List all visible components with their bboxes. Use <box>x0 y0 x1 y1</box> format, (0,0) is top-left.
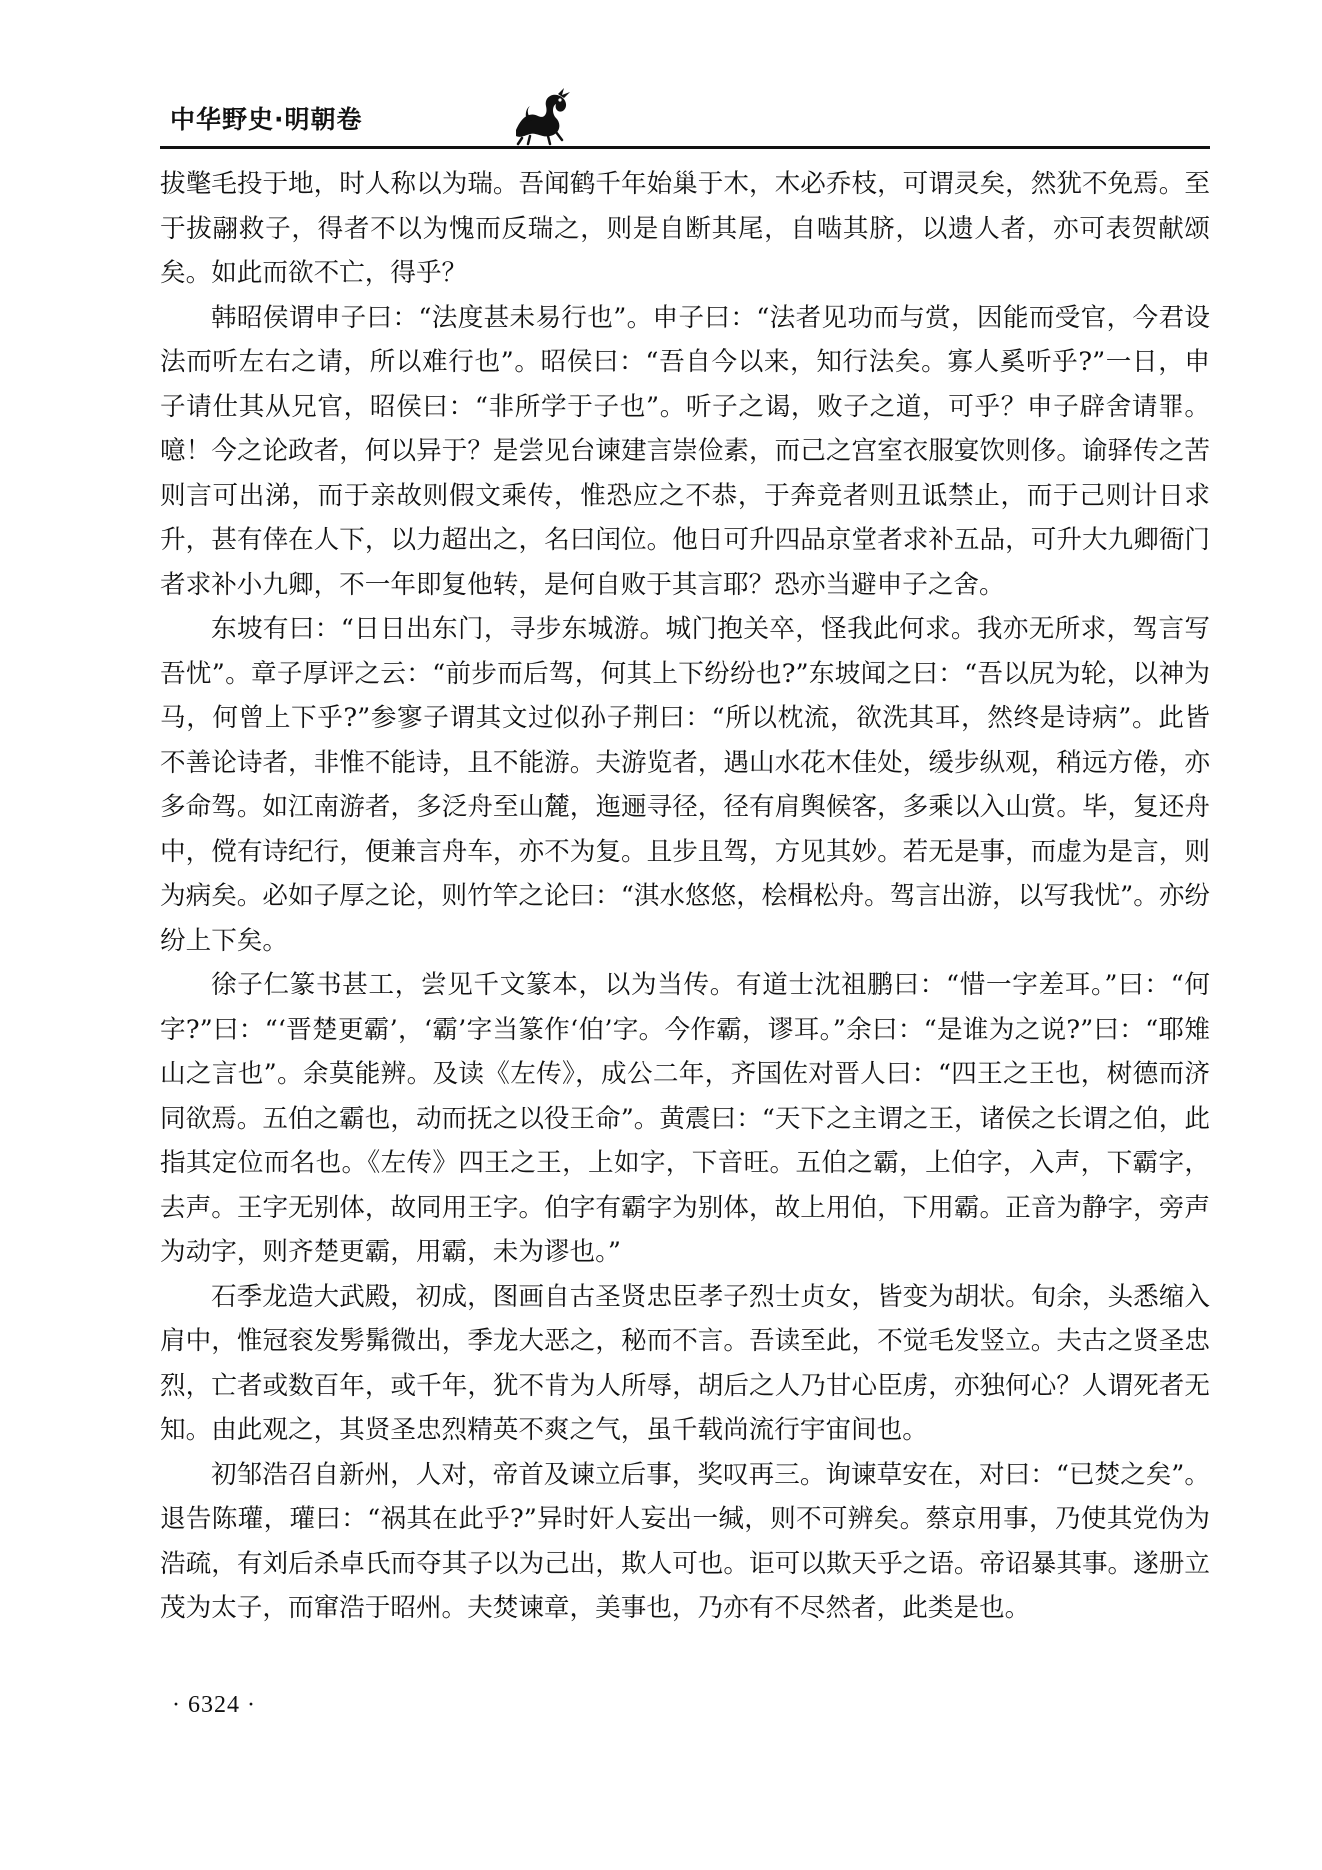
page-header <box>160 86 1210 166</box>
body-paragraph: 韩昭侯谓申子曰：“法度甚未易行也”。申子曰：“法者见功而与赏，因能而受官，今君设法而听左右之请，所以难行也”。昭侯曰：“吾自今以来，知行法矣。寡人奚听乎?”一日，申子请仕其从兄官，昭侯曰：“非所学于子也”。听子之谒，败子之道，可乎？申子辟舍请罪。噫！今之论政者，何以异于？是尝见台谏建言崇俭素，而己之宫室衣服宴饮则侈。谕驿传之苦则言可出涕，而于亲故则假文乘传，惟恐应之不恭，于奔竞者则丑诋禁止，而于己则计日求升，甚有倖在人下，以力超出之，名曰闰位。他日可升四品京堂者求补五品，可升大九卿衙门者求补小九卿，不一年即复他转，是何自败于其言耶？恐亦当避申子之舍。 <box>160 302 1210 600</box>
body-paragraph: 初邹浩召自新州，人对，帝首及谏立后事，奖叹再三。询谏草安在，对曰：“已焚之矣”。退告陈瓘，瓘曰：“祸其在此乎?”异时奸人妄出一缄，则不可辨矣。蔡京用事，乃使其党伪为浩疏，有刘后杀卓氏而夺其子以为己出，欺人可也。讵可以欺天乎之语。帝诏暴其事。遂册立茂为太子，而窜浩于昭州。夫焚谏章，美事也，乃亦有不尽然者，此类是也。 <box>160 1459 1210 1623</box>
body-paragraph: 东坡有曰：“日日出东门，寻步东城游。城门抱关卒，怪我此何求。我亦无所求，驾言写吾忧”。章子厚评之云：“前步而后驾，何其上下纷纷也?”东坡闻之曰：“吾以尻为轮，以神为马，何曾上下乎?”参寥子谓其文过似孙子荆曰：“所以枕流，欲洗其耳，然终是诗病”。此皆不善论诗者，非惟不能诗，且不能游。夫游览者，遇山水花木佳处，缓步纵观，稍远方倦，亦多命驾。如江南游者，多泛舟至山麓，迤逦寻径，径有肩舆候客，多乘以入山赏。毕，复还舟中，傥有诗纪行，便兼言舟车，亦不为复。且步且驾，方见其妙。若无是事，而虚为是言，则为病矣。必如子厚之论，则竹竿之论曰：“淇水悠悠，桧楫松舟。驾言出游，以写我忧”。亦纷纷上下矣。 <box>160 614 1210 956</box>
book-title: 中华野史·明朝卷 <box>170 105 363 134</box>
page-number: · 6324 · <box>172 1692 256 1718</box>
body-paragraph: 徐子仁篆书甚工，尝见千文篆本，以为当传。有道士沈祖鹏曰：“惜一字差耳。”曰：“何字?”曰：“‘晋楚更霸’，‘霸’字当篆作‘伯’字。今作霸，谬耳。”余曰：“是谁为之说?”曰：“耶雉山之言也”。余莫能辨。及读《左传》，成公二年，齐国佐对晋人曰：“四王之王也，树德而济同欲焉。五伯之霸也，动而抚之以役王命”。黄震曰：“天下之主谓之王，诸侯之长谓之伯，此指其定位而名也。《左传》四王之王，上如字，下音旺。五伯之霸，上伯字，入声，下霸字，去声。王字无别体，故同用王字。伯字有霸字为别体，故上用伯，下用霸。正音为静字，旁声为动字，则齐楚更霸，用霸，未为谬也。” <box>160 970 1210 1267</box>
dragon-emblem-icon <box>508 86 576 146</box>
body-paragraph: 拔氅毛投于地，时人称以为瑞。吾闻鹤千年始巢于木，木必乔枝，可谓灵矣，然犹不免焉。至于拔翮救子，得者不以为愧而反瑞之，则是自断其尾，自啮其脐，以遗人者，亦可表贺献颂矣。如此而欲不亡，得乎？ <box>160 169 1210 288</box>
body-paragraph: 石季龙造大武殿，初成，图画自古圣贤忠臣孝子烈士贞女，皆变为胡状。旬余，头悉缩入肩中，惟冠衮发髣髴微出，季龙大恶之，秘而不言。吾读至此，不觉毛发竖立。夫古之贤圣忠烈，亡者或数百年，或千年，犹不肯为人所辱，胡后之人乃甘心臣虏，亦独何心？人谓死者无知。由此观之，其贤圣忠烈精英不爽之气，虽千载尚流行宇宙间也。 <box>160 1281 1210 1445</box>
page-body <box>160 162 1210 1631</box>
header-divider <box>160 146 1210 149</box>
